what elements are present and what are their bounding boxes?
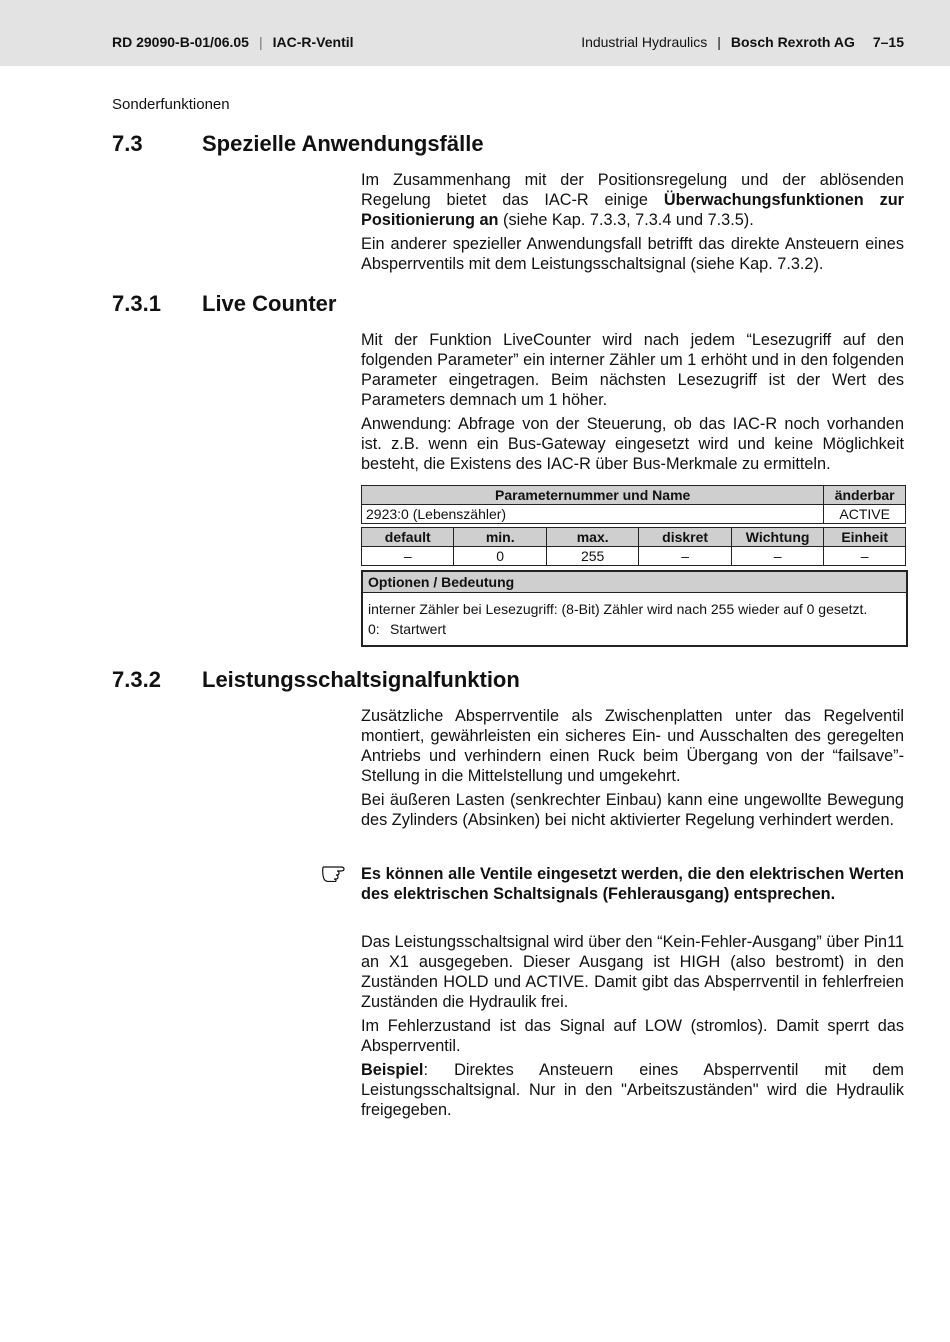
table-row: [362, 547, 906, 566]
table-cell: 255: [546, 547, 638, 566]
text-run: : Direktes Ansteuern eines Absperrventil mit dem Leistungsschaltsignal. Nur in den "Arbeitszuständen" wird die Hydraulik freigegeben.: [361, 1061, 904, 1119]
options-header: Optionen / Bedeutung: [363, 572, 906, 593]
paragraph: Bei äußeren Lasten (senkrechter Einbau) kann eine ungewollte Bewegung des Zylinders (Absinken) bei nicht aktivierter Regelung verhindert werden.: [361, 791, 904, 829]
paragraph: Das Leistungsschaltsignal wird über den “Kein-Fehler-Ausgang” über Pin11 an X1 ausgegeben. Dieser Ausgang ist HIGH (also bestromt) in den Zuständen HOLD und ACTIVE. Damit gibt das Absperrventil in fehlerfreien Zuständen die Hydraulik frei.: [361, 933, 904, 1011]
options-line: [368, 619, 901, 639]
section-7-3-1-body: [361, 330, 904, 478]
header-cell: max.: [546, 528, 638, 547]
section-7-3-body: [361, 170, 904, 278]
header-cell: änderbar: [824, 486, 906, 505]
section-number: 7.3: [112, 131, 143, 156]
header-right: [581, 34, 904, 50]
header-cell: Parameternummer und Name: [362, 486, 824, 505]
header-cell: diskret: [639, 528, 731, 547]
section-7-3-2-body: [361, 706, 904, 834]
header-divider: |: [258, 34, 263, 50]
paragraph: [361, 1060, 904, 1120]
header-cell: min.: [454, 528, 546, 547]
options-line: interner Zähler bei Lesezugriff: (8-Bit) Zähler wird nach 255 wieder auf 0 gesetzt.: [368, 601, 868, 617]
section-number: 7.3.2: [112, 667, 161, 692]
product-name: IAC-R-Ventil: [272, 34, 354, 50]
table-row: [362, 505, 906, 524]
header-cell: Einheit: [824, 528, 906, 547]
company-name: Bosch Rexroth AG: [730, 34, 855, 50]
section-heading-7-3: [112, 131, 484, 157]
table-cell: 2923:0 (Lebenszähler): [362, 505, 824, 524]
doc-id: RD 29090-B-01/06.05: [112, 34, 249, 50]
paragraph: Ein anderer spezieller Anwendungsfall betrifft das direkte Ansteuern eines Absperrventils mit dem Leistungsschaltsignal (siehe Kap. 7.3.2).: [361, 235, 904, 273]
bold-label: Beispiel: [361, 1061, 424, 1079]
table-row: [362, 528, 906, 547]
note-text: Es können alle Ventile eingesetzt werden, die den elektrischen Werten des elektrischen Schaltsignals (Fehlerausgang) entsprechen.: [361, 865, 904, 903]
table-cell: –: [731, 547, 823, 566]
paragraph: [361, 170, 904, 230]
division-name: Industrial Hydraulics: [581, 34, 708, 50]
section-number: 7.3.1: [112, 291, 161, 316]
table-cell: ACTIVE: [824, 505, 906, 524]
section-heading-7-3-1: [112, 291, 336, 317]
header-divider: |: [717, 34, 721, 50]
section-heading-7-3-2: [112, 667, 520, 693]
paragraph: Mit der Funktion LiveCounter wird nach jedem “Lesezugriff auf den folgenden Parameter” ein interner Zähler um 1 erhöht und in den folgenden Parameter eingetragen. Beim nächsten Lesezugriff ist der Wert des Parameters demnach um 1 höher.: [361, 331, 904, 409]
options-box: [361, 570, 908, 647]
header-cell: Wichtung: [731, 528, 823, 547]
section-title: Live Counter: [202, 291, 337, 316]
section-7-3-2-body-cont: [361, 932, 904, 1124]
parameter-table: [361, 485, 906, 566]
table-cell: –: [824, 547, 906, 566]
option-key: 0:: [368, 621, 380, 637]
header-cell: default: [362, 528, 454, 547]
table-cell: –: [639, 547, 731, 566]
bold-text: Überwachungsfunktionen zur Positionierung an: [361, 191, 904, 229]
chapter-title: Sonderfunktionen: [112, 96, 230, 113]
table-row: [362, 486, 906, 505]
table-cell: 0: [454, 547, 546, 566]
section-title: Leistungsschaltsignalfunktion: [202, 667, 520, 692]
options-body: [363, 593, 906, 645]
option-value: Startwert: [390, 621, 447, 637]
paragraph: Im Fehlerzustand ist das Signal auf LOW (stromlos). Damit sperrt das Absperrventil.: [361, 1017, 904, 1055]
page-number: 7–15: [872, 34, 904, 50]
table-cell: –: [362, 547, 454, 566]
header-left: [112, 34, 354, 50]
section-title: Spezielle Anwendungsfälle: [202, 131, 484, 156]
text-run: Im Zusammenhang mit der Positionsregelung und der ablösenden Regelung bietet das IAC-R einige: [361, 171, 904, 209]
text-run: (siehe Kap. 7.3.3, 7.3.4 und 7.3.5).: [498, 211, 754, 229]
paragraph: Zusätzliche Absperrventile als Zwischenplatten unter das Regelventil montiert, gewährleisten ein sicheres Ein- und Ausschalten des geregelten Antriebs und verhindern einen Ruck beim Übergang von der “failsave”-Stellung in die Mittelstellung und umgekehrt.: [361, 707, 904, 785]
pointing-hand-icon: [322, 860, 348, 882]
page-header: [0, 0, 950, 66]
paragraph: Anwendung: Abfrage von der Steuerung, ob das IAC-R noch vorhanden ist. z.B. wenn ein Bus-Gateway eingesetzt wird und keine Möglichkeit besteht, die Existens des IAC-R über Bus-Merkmale zu ermitteln.: [361, 415, 904, 473]
